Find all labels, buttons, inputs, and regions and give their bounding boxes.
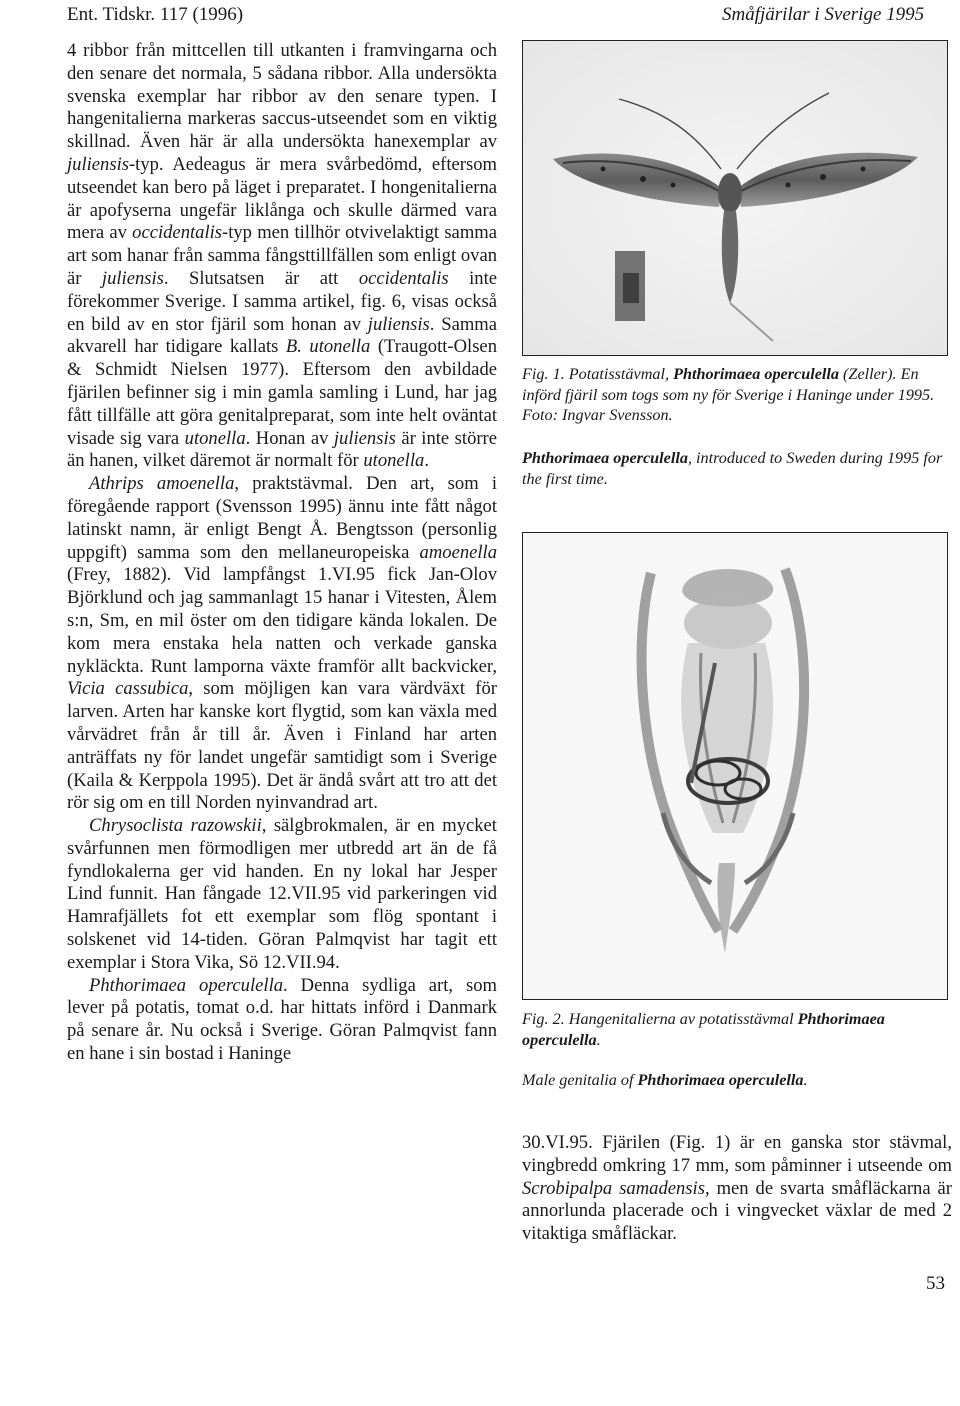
figure-1-moth-photo	[522, 40, 948, 356]
journal-header: Ent. Tidskr. 117 (1996)	[67, 4, 244, 25]
figure-1-caption-en: Phthorimaea operculella, introduced to Sweden during 1995 for the first time.	[522, 449, 943, 488]
right-column-text: 30.VI.95. Fjärilen (Fig. 1) är en ganska stor stävmal, vingbredd omkring 17 mm, som påminner i utseende om Scrobipalpa samadensis, men de svarta småfläckarna är annorlunda placerade och i vingvecket växlar de med 2 vitaktiga småfläckar.	[522, 1132, 952, 1245]
paragraph-phthorimaea: Phthorimaea operculella. Denna sydliga art, som lever på potatis, tomat o.d. har hittats införd i Danmark på senare år. Nu också i Sverige. Göran Palmqvist fann en hane i sin bostad i Haninge	[67, 974, 497, 1065]
figure-1-caption-sv: Fig. 1. Potatisstävmal, Phthorimaea operculella (Zeller). En införd fjäril som togs som ny för Sverige i Haninge under 1995. Foto: Ingvar Svensson.	[522, 365, 935, 424]
paragraph-juliensis: 4 ribbor från mittcellen till utkanten i framvingarna och den senare det normala, 5 sådana ribbor. Alla undersökta svenska exemplar har ribbor av den senare typen. I hangenitalierna markeras saccus-utseendet som en viktig skillnad. Även här är alla undersökta hanexemplar av juliensis-typ. Aedeagus är mera svårbedömd, eftersom utseendet kan bero på läget i preparatet. I hongenitalierna är apofyserna ungefär liklånga och skulle därmed vara mera av occidentalis-typ men tillhör otvivelaktigt samma art som hanar från samma fångsttillfällen som enligt ovan är juliensis. Slutsatsen är att occidentalis inte förekommer Sverige. I samma artikel, fig. 6, visas också en bild av en stor fjäril som honan av juliensis. Samma akvarell har tidigare kallats B. utonella (Traugott-Olsen & Schmidt Nielsen 1977). Eftersom den avbildade fjärilen befinner sig i min gamla samling i Lund, har jag fått tillfälle att göra genitalpreparat, som inte helt oväntat visade sig vara utonella. Honan av juliensis är inte större än hanen, vilket däremot är normalt för utonella.	[67, 40, 498, 472]
paragraph-chrysoclista: Chrysoclista razowskii, sälgbrokmalen, är en mycket svårfunnen men förmodligen mer utbredd art än de få fyndlokalerna ger vid handen. En ny lokal har Jesper Lind funnit. Han fångade 12.VII.95 vid parkeringen vid Hamrafjällets fot ett exemplar som flög spontant i solskenet vid 14-tiden. Göran Palmqvist har tagit ett exemplar i Stora Vika, Sö 12.VII.94.	[67, 815, 497, 973]
running-title: Småfjärilar i Sverige 1995	[722, 4, 925, 25]
figure-2-caption-en: Male genitalia of Phthorimaea operculella.	[522, 1071, 808, 1089]
moth-illustration	[523, 41, 947, 355]
paragraph-athrips: Athrips amoenella, praktstävmal. Den art, som i föregående rapport (Svensson 1995) ännu inte fått något latinskt namn, är enligt Bengt Å. Bengtsson (personlig uppgift) samma som den mellaneuropeiska amoenella (Frey, 1882). Vid lampfångst 1.VI.95 fick Jan-Olov Björklund och jag sammanlagt 15 hanar i Vitesten, Ålem s:n, Sm, en mil öster om den tidigare kända lokalen. De kom mera enstaka hela natten och verkade ganska nykläckta. Runt lamporna växte framför allt backvicker, Vicia cassubica, som möjligen kan vara värdväxt för larven. Arten har kanske kort flygtid, som kan växla med vårvädret från år till år. Även i Finland har arten anträffats ny för landet ungefär samtidigt som i Sverige (Kaila & Kerppola 1995). Det är ändå svårt att tro att det rör sig om en till Norden nyinvandrad art.	[67, 473, 497, 814]
genitalia-illustration	[523, 533, 947, 999]
left-column	[67, 40, 497, 1066]
page-number: 53	[926, 1273, 945, 1294]
figure-2-caption-sv: Fig. 2. Hangenitalierna av potatisstävmal Phthorimaea operculella.	[522, 1010, 885, 1049]
figure-2-genitalia-photo	[522, 532, 948, 1000]
